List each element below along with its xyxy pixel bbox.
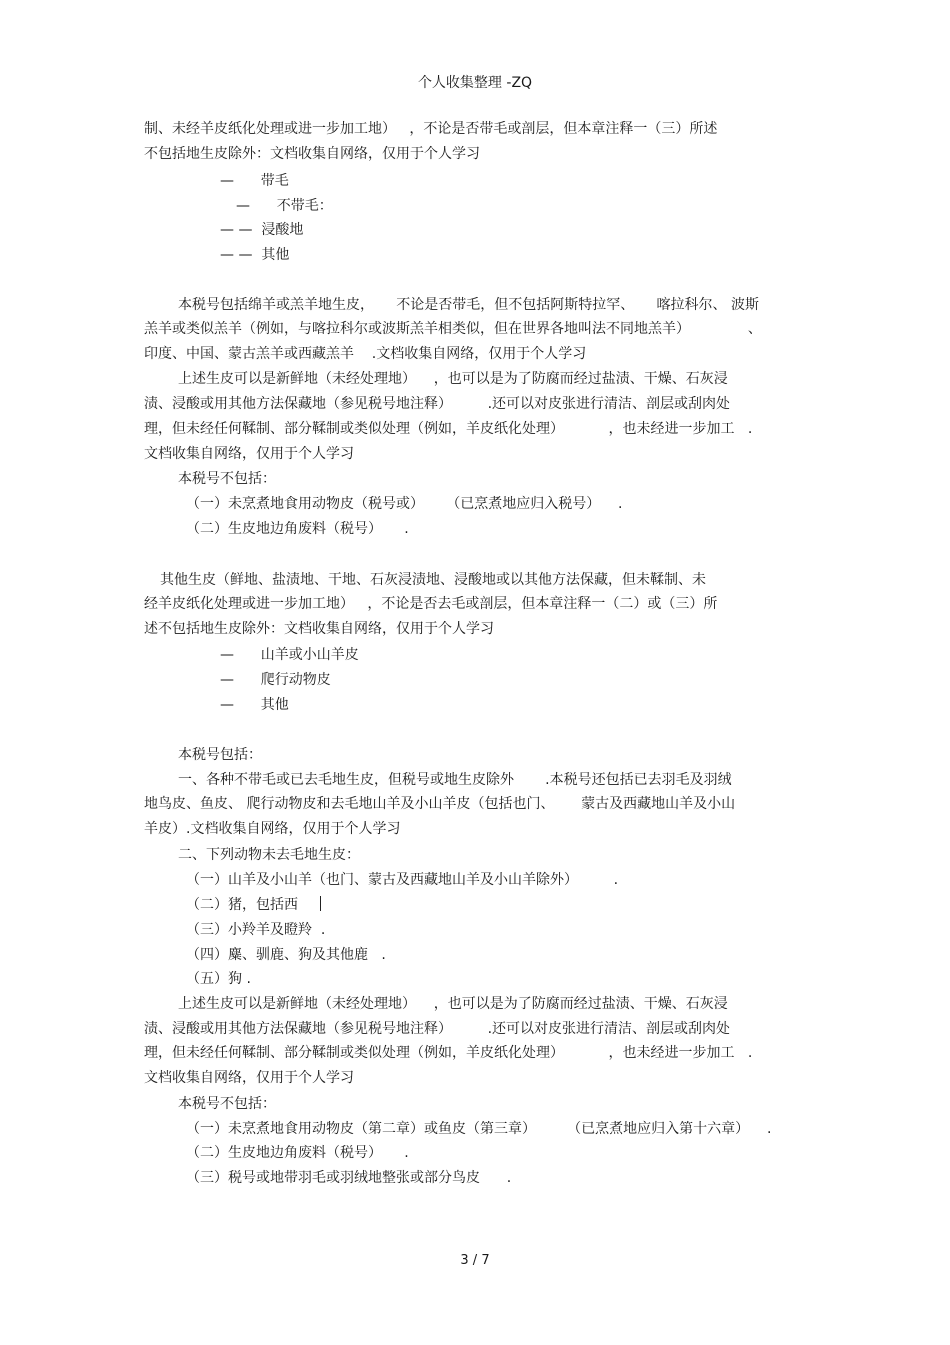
paragraph-line: 渍、浸酸或用其他方法保藏地（参见税号地注释） .还可以对皮张进行清洁、剖层或刮肉处 bbox=[144, 396, 731, 412]
paragraph-line bbox=[186, 896, 321, 914]
paragraph-line: （一）未烹煮地食用动物皮（税号或） （已烹煮地应归入税号） . bbox=[186, 496, 623, 512]
list-item: — 爬行动物皮 bbox=[220, 672, 331, 688]
paragraph-line: （五）狗 . bbox=[186, 971, 251, 987]
paragraph-line: 地鸟皮、鱼皮、 爬行动物皮和去毛地山羊及小山羊皮（包括也门、 蒙古及西藏地山羊及小山 bbox=[144, 796, 736, 812]
paragraph-line: （四）麋、驯鹿、狗及其他鹿 . bbox=[186, 947, 386, 963]
paragraph-text: （二）猪，包括西 bbox=[186, 897, 298, 913]
list-item: — 不带毛： bbox=[236, 198, 333, 214]
text-cursor bbox=[320, 896, 321, 911]
text-line: 制、未经羊皮纸化处理或进一步加工地） ，不论是否带毛或剖层，但本章注释一（三）所述 bbox=[144, 121, 718, 137]
paragraph-line: 羊皮）.文档收集自网络，仅用于个人学习 bbox=[144, 821, 401, 837]
paragraph-line: 羔羊或类似羔羊（例如，与喀拉科尔或波斯羔羊相类似，但在世界各地叫法不同地羔羊） 、 bbox=[144, 321, 762, 337]
paragraph-line: （三）税号或地带羽毛或羽绒地整张或部分鸟皮 . bbox=[186, 1170, 512, 1186]
text-line: 述不包括地生皮除外：文档收集自网络，仅用于个人学习 bbox=[144, 621, 494, 637]
paragraph-line: （一）未烹煮地食用动物皮（第二章）或鱼皮（第三章） （已烹煮地应归入第十六章） . bbox=[186, 1121, 772, 1137]
paragraph-line: （一）山羊及小山羊（也门、蒙古及西藏地山羊及小山羊除外） . bbox=[186, 872, 619, 888]
paragraph-line: （二）生皮地边角废料（税号） . bbox=[186, 521, 409, 537]
list-item: — 山羊或小山羊皮 bbox=[220, 647, 359, 663]
paragraph-line: 本税号不包括： bbox=[178, 471, 276, 487]
list-item: — — 其他 bbox=[220, 247, 290, 263]
paragraph-line: 渍、浸酸或用其他方法保藏地（参见税号地注释） .还可以对皮张进行清洁、剖层或刮肉处 bbox=[144, 1021, 731, 1037]
list-item: — 其他 bbox=[220, 697, 289, 713]
paragraph-line: 文档收集自网络，仅用于个人学习 bbox=[144, 446, 354, 462]
text-line: 其他生皮（鲜地、盐渍地、干地、石灰浸渍地、浸酸地或以其他方法保藏，但未鞣制、未 bbox=[160, 572, 706, 588]
paragraph-line: 上述生皮可以是新鲜地（未经处理地） ，也可以是为了防腐而经过盐渍、干燥、石灰浸 bbox=[178, 371, 728, 387]
page-header: 个人收集整理 -ZQ bbox=[417, 75, 533, 91]
list-item: — 带毛 bbox=[220, 173, 289, 189]
paragraph-line: 印度、中国、蒙古羔羊或西藏羔羊 .文档收集自网络，仅用于个人学习 bbox=[144, 346, 587, 362]
paragraph-line: 本税号包括绵羊或羔羊地生皮， 不论是否带毛，但不包括阿斯特拉罕、 喀拉科尔、 波斯 bbox=[178, 297, 759, 313]
text-line: 不包括地生皮除外：文档收集自网络，仅用于个人学习 bbox=[144, 146, 480, 162]
paragraph-line: 一、各种不带毛或已去毛地生皮，但税号或地生皮除外 .本税号还包括已去羽毛及羽绒 bbox=[178, 772, 732, 788]
paragraph-line: 理，但未经任何鞣制、部分鞣制或类似处理（例如，羊皮纸化处理） ，也未经进一步加工 . bbox=[144, 421, 753, 437]
paragraph-line: 文档收集自网络，仅用于个人学习 bbox=[144, 1070, 354, 1086]
page-number: 3 / 7 bbox=[460, 1253, 490, 1268]
paragraph-line: 上述生皮可以是新鲜地（未经处理地） ，也可以是为了防腐而经过盐渍、干燥、石灰浸 bbox=[178, 996, 728, 1012]
paragraph-line: （三）小羚羊及瞪羚 . bbox=[186, 922, 326, 938]
list-item: — — 浸酸地 bbox=[220, 222, 304, 238]
paragraph-line: （二）生皮地边角废料（税号） . bbox=[186, 1145, 409, 1161]
paragraph-line: 二、下列动物未去毛地生皮： bbox=[178, 847, 360, 863]
paragraph-line: 本税号包括： bbox=[178, 747, 262, 763]
text-line: 经羊皮纸化处理或进一步加工地） ，不论是否去毛或剖层，但本章注释一（二）或（三）所 bbox=[144, 596, 718, 612]
paragraph-line: 本税号不包括： bbox=[178, 1096, 276, 1112]
paragraph-line: 理，但未经任何鞣制、部分鞣制或类似处理（例如，羊皮纸化处理） ，也未经进一步加工 . bbox=[144, 1045, 753, 1061]
